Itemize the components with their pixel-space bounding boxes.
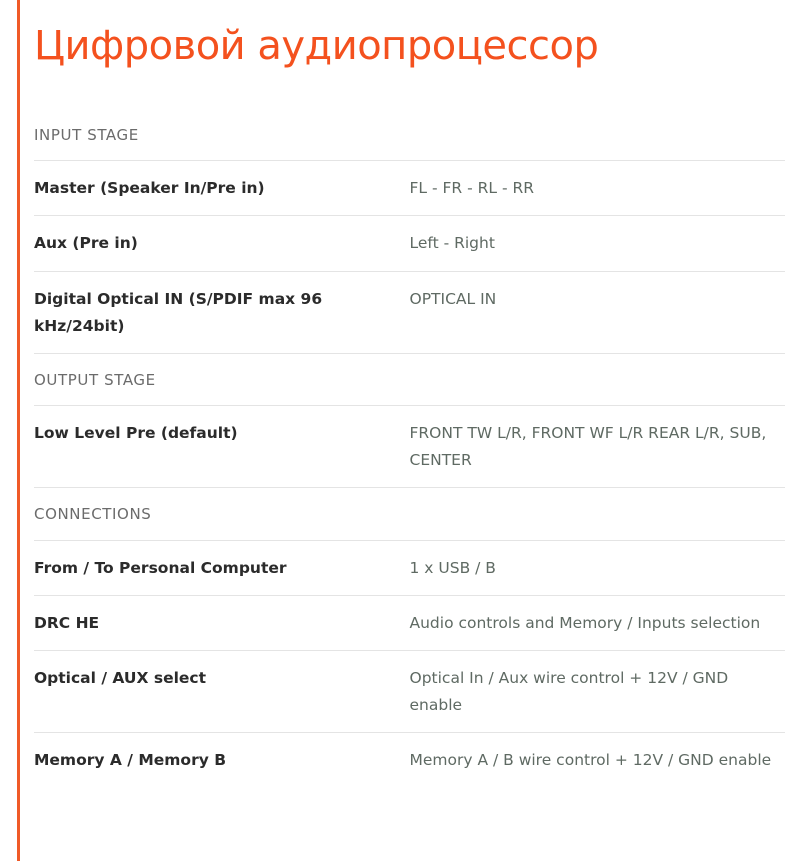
spec-label: Aux (Pre in) [34,216,410,271]
section-header-row [34,488,785,540]
spec-label: Low Level Pre (default) [34,406,410,488]
table-row [34,733,785,788]
spec-value: FRONT TW L/R, FRONT WF L/R REAR L/R, SUB, CENTER [410,406,786,488]
section-header-row [34,353,785,405]
specifications-body [34,122,785,787]
spec-label: Master (Speaker In/Pre in) [34,161,410,216]
section-label: INPUT STAGE [34,126,139,144]
spec-value: Optical In / Aux wire control + 12V / GND enable [410,650,786,732]
table-row [34,540,785,595]
section-label: CONNECTIONS [34,488,785,540]
spec-label: Memory A / Memory B [34,733,410,788]
section-header-row [34,122,785,161]
spec-value: OPTICAL IN [410,271,786,353]
table-row [34,406,785,488]
table-row [34,161,785,216]
spec-value: Audio controls and Memory / Inputs selection [410,595,786,650]
document-content [18,0,803,787]
spec-label: DRC HE [34,595,410,650]
spec-value: FL - FR - RL - RR [410,161,786,216]
spec-value: Memory A / B wire control + 12V / GND enable [410,733,786,788]
spec-value: Left - Right [410,216,786,271]
accent-left-rule [17,0,20,861]
table-row [34,271,785,353]
table-row [34,216,785,271]
table-row [34,650,785,732]
table-row [34,595,785,650]
spec-label: Digital Optical IN (S/PDIF max 96 kHz/24bit) [34,271,410,353]
specifications-table [34,122,785,787]
spec-label: Optical / AUX select [34,650,410,732]
page-title: Цифровой аудиопроцессор [34,23,599,69]
spec-value: 1 x USB / B [410,540,786,595]
spec-label: From / To Personal Computer [34,540,410,595]
section-label: OUTPUT STAGE [34,353,785,405]
